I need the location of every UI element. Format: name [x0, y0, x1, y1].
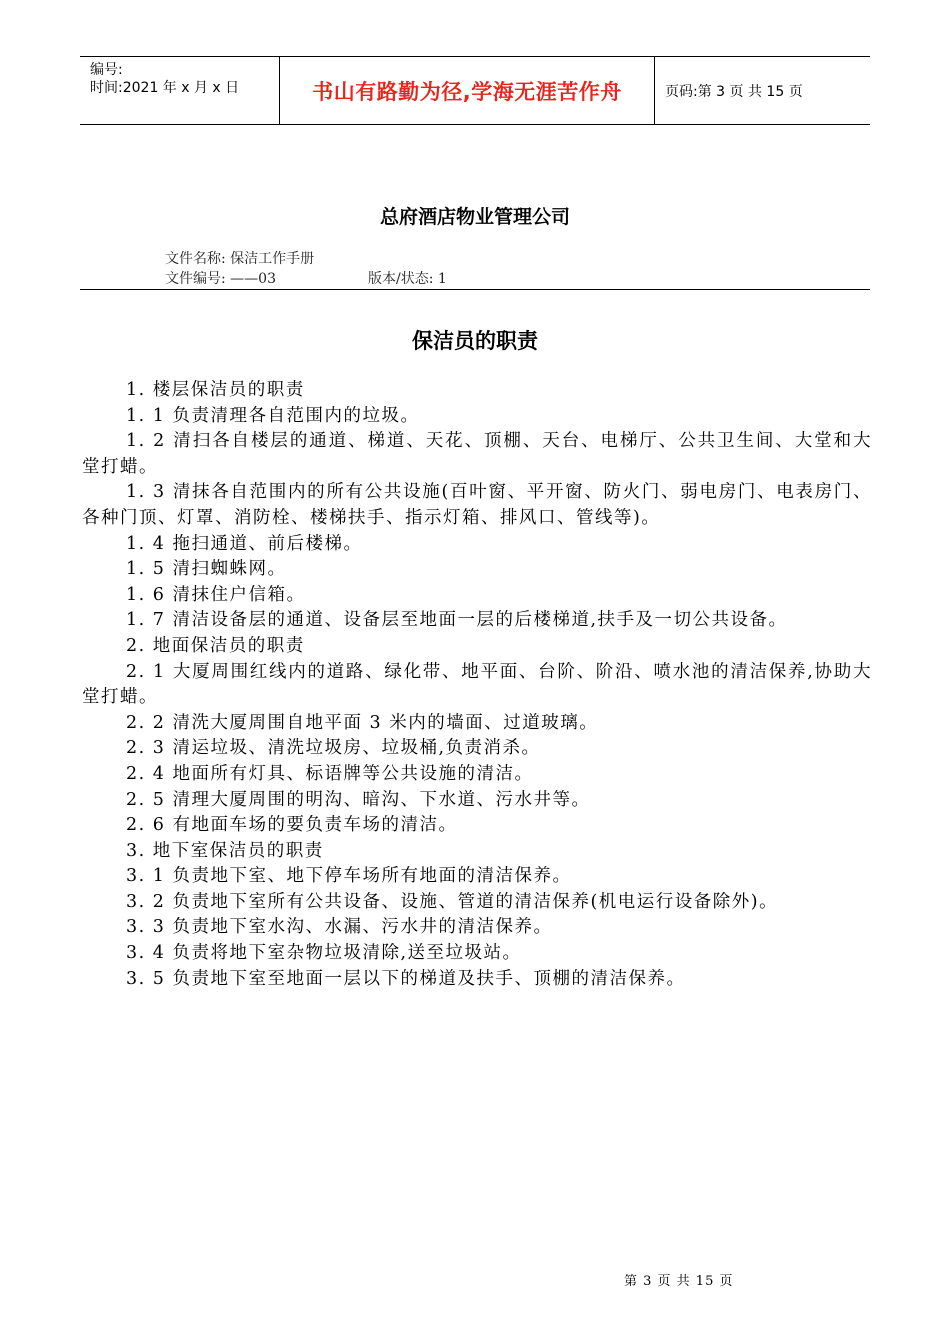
paragraph: 2. 4 地面所有灯具、标语牌等公共设施的清洁。: [126, 763, 534, 784]
header-table: [80, 56, 870, 125]
paragraph: 3. 3 负责地下室水沟、水漏、污水井的清洁保养。: [126, 917, 553, 938]
page-title: 保洁员的职责: [412, 329, 538, 353]
duties-content: [82, 378, 872, 992]
paragraph: 1. 2 清扫各自楼层的通道、梯道、天花、顶棚、天台、电梯厅、公共卫生间、大堂和大堂打蜡。: [82, 431, 872, 477]
version-status: 版本/状态: 1: [367, 271, 447, 287]
paragraph: 3. 2 负责地下室所有公共设备、设施、管道的清洁保养(机电运行设备除外)。: [126, 891, 779, 912]
paragraph: 2. 3 清运垃圾、清洗垃圾房、垃圾桶,负责消杀。: [126, 738, 541, 759]
paragraph: 1. 7 清洁设备层的通道、设备层至地面一层的后楼梯道,扶手及一切公共设备。: [126, 610, 788, 631]
paragraph: 1. 4 拖扫通道、前后楼梯。: [126, 533, 363, 554]
paragraph: 3. 5 负责地下室至地面一层以下的梯道及扶手、顶棚的清洁保养。: [126, 968, 686, 989]
paragraph: 1. 3 清抹各自范围内的所有公共设施(百叶窗、平开窗、防火门、弱电房门、电表房门、各种门顶、灯罩、消防栓、楼梯扶手、指示灯箱、排风口、管线等)。: [82, 482, 872, 528]
paragraph: 1. 楼层保洁员的职责: [126, 380, 305, 400]
header-rule: [80, 289, 870, 290]
paragraph: 3. 1 负责地下室、地下停车场所有地面的清洁保养。: [126, 866, 572, 887]
time-label: 时间:2021 年 x 月 x 日: [90, 80, 240, 96]
header-left-cell: [80, 57, 280, 124]
file-number: 文件编号: ——03: [165, 271, 276, 287]
number-label: 编号:: [90, 62, 123, 78]
company-name: 总府酒店物业管理公司: [379, 206, 570, 228]
paragraph: 2. 5 清理大厦周围的明沟、暗沟、下水道、污水井等。: [126, 789, 591, 810]
paragraph: 3. 4 负责将地下室杂物垃圾清除,送至垃圾站。: [126, 943, 522, 964]
paragraph: 1. 6 清抹住户信箱。: [126, 584, 306, 605]
paragraph: 2. 1 大厦周围红线内的道路、绿化带、地平面、台阶、阶沿、喷水池的清洁保养,协助大堂打蜡。: [82, 661, 872, 708]
paragraph: 2. 6 有地面车场的要负责车场的清洁。: [126, 815, 458, 836]
paragraph: 2. 2 清洗大厦周围自地平面 3 米内的墙面、过道玻璃。: [126, 712, 599, 733]
paragraph: 2. 地面保洁员的职责: [126, 635, 305, 656]
motto: 书山有路勤为径,学海无涯苦作舟: [280, 57, 655, 124]
paragraph: 1. 5 清扫蜘蛛网。: [126, 559, 287, 580]
paragraph: 1. 1 负责清理各自范围内的垃圾。: [126, 405, 420, 426]
doc-meta: [165, 249, 447, 289]
file-name: 文件名称: 保洁工作手册: [165, 251, 315, 267]
paragraph: 3. 地下室保洁员的职责: [126, 840, 324, 861]
page-info: 页码:第 3 页 共 15 页: [665, 83, 803, 100]
page-footer: 第 3 页 共 15 页: [624, 1274, 734, 1289]
meta-row-2: [165, 269, 447, 289]
